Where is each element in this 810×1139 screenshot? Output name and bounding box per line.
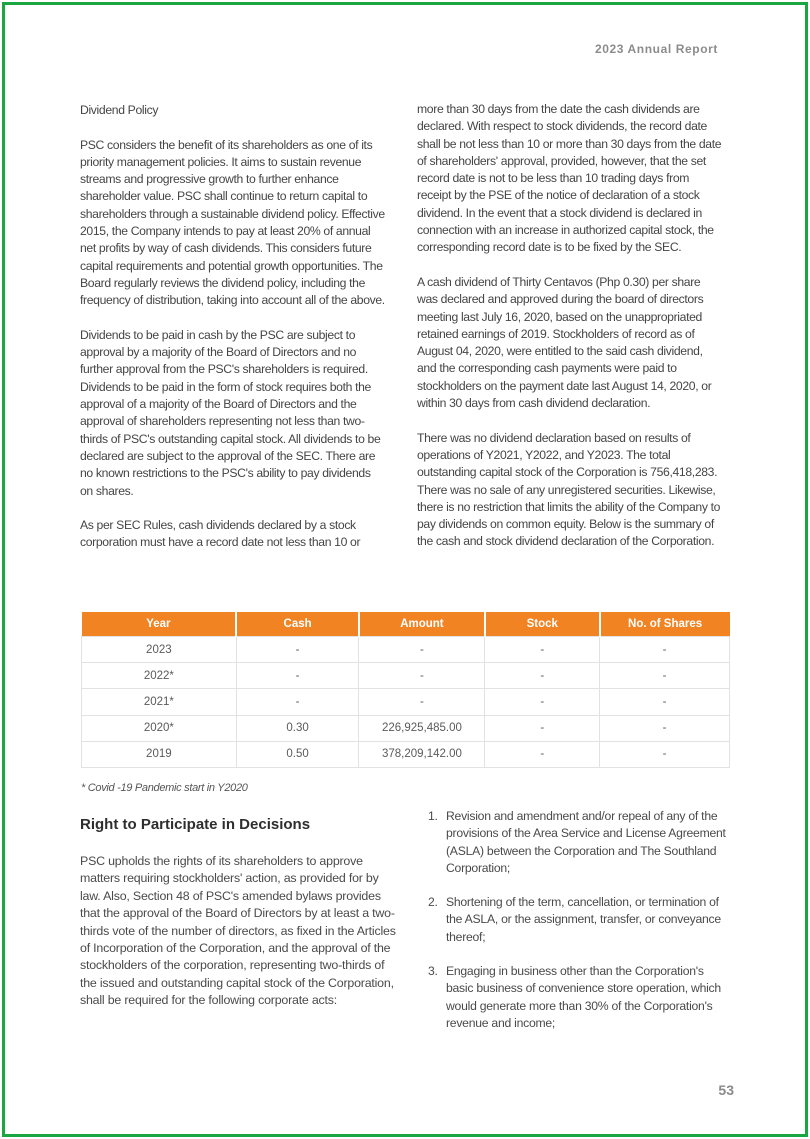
table-cell: - (600, 741, 730, 767)
table-cell: 2021* (82, 689, 237, 715)
table-cell: - (485, 741, 600, 767)
section-body: PSC upholds the rights of its shareholders to approve matters requiring stockholders' action, as provided for by law. Also, Section 48 of PSC's amended bylaws provides that the approval of the Board of Directors by at least a two-thirds vote of the number of directors, as fixed in the Articles of Incorporation of the Corporation, and the approval of the stockholders of the corporation, representing two-thirds of the issued and outstanding capital stock of the Corporation, shall be required for the following corporate acts: (80, 854, 396, 1008)
table-cell: - (600, 637, 730, 663)
table-cell: 2019 (82, 741, 237, 767)
list-item-number: 3. (428, 964, 438, 979)
list-item-number: 2. (428, 895, 438, 910)
table-row (82, 741, 730, 767)
table-cell: - (485, 663, 600, 689)
list-item-text: Revision and amendment and/or repeal of any of the provisions of the Area Service and License Agreement (ASLA) between the Corporation and The Southland Corporation; (446, 809, 726, 875)
table-cell: 2022* (82, 663, 237, 689)
table-cell: - (485, 715, 600, 741)
table-cell: - (236, 689, 359, 715)
table-row (82, 663, 730, 689)
dividend-policy-title: Dividend Policy (80, 103, 159, 117)
list-item (428, 963, 733, 1032)
section-title: Right to Participate in Decisions (80, 816, 311, 833)
report-header-title: 2023 Annual Report (594, 42, 718, 56)
table-cell: - (485, 637, 600, 663)
table-cell: 226,925,485.00 (359, 715, 485, 741)
column-header-cash: Cash (236, 612, 359, 637)
table-footnote: * Covid -19 Pandemic start in Y2020 (81, 782, 248, 794)
table-cell: - (236, 637, 359, 663)
column-header-year: Year (82, 612, 237, 637)
table-cell: - (600, 663, 730, 689)
dividend-paragraph: more than 30 days from the date the cash dividends are declared. With respect to stock dividends, the record date shall be not less than 10 or more than 30 days from the date of shareholders' approval, provided, however, that the set record date is not to be less than 10 trading days from receipt by the PSE of the notice of declaration of a stock dividend. In the event that a stock dividend is declared in connection with an increase in authorized capital stock, the corresponding record date is to be fixed by the SEC. (417, 102, 722, 255)
table-cell: 0.50 (236, 741, 359, 767)
column-header-stock: Stock (485, 612, 600, 637)
table-cell: 2020* (82, 715, 237, 741)
column-header-shares: No. of Shares (600, 612, 730, 637)
column-header-amount: Amount (359, 612, 485, 637)
dividend-policy-right-column (417, 101, 722, 568)
table-cell: - (600, 715, 730, 741)
table-cell: - (359, 637, 485, 663)
list-item-text: Engaging in business other than the Corporation's basic business of convenience store operation, which would generate more than 30% of the Corporation's revenue and income; (446, 964, 721, 1030)
table-cell: - (359, 689, 485, 715)
dividend-paragraph: Dividends to be paid in cash by the PSC are subject to approval by a majority of the Board of Directors and no further approval from the PSC's shareholders is required. Dividends to be paid in the form of stock requires both the approval of a majority of the Board of Directors and the approval of shareholders representing not less than two-thirds of PSC's outstanding capital stock. All dividends to be declared are subject to the approval of the SEC. There are no known restrictions to the PSC's ability to pay dividends on shares. (80, 327, 381, 498)
list-item-text: Shortening of the term, cancellation, or termination of the ASLA, or the assignment, transfer, or conveyance thereof; (446, 895, 721, 944)
list-item (428, 894, 733, 946)
dividend-policy-left-column (80, 102, 385, 569)
table-cell: - (359, 663, 485, 689)
page-number: 53 (718, 1082, 734, 1098)
list-item (428, 808, 733, 877)
table-cell: 2023 (82, 637, 237, 663)
table-row (82, 637, 730, 663)
dividend-paragraph: There was no dividend declaration based on results of operations of Y2021, Y2022, and Y2023. The total outstanding capital stock of the Corporation is 756,418,283. There was no sale of any unregistered securities. Likewise, there is no restriction that limits the ability of the Company to pay dividends on common equity. Below is the summary of the cash and stock dividend declaration of the Corporation. (417, 430, 721, 549)
table-cell: 0.30 (236, 715, 359, 741)
table-cell: - (236, 663, 359, 689)
table-cell: 378,209,142.00 (359, 741, 485, 767)
table-header-row (82, 612, 730, 637)
table-row (82, 689, 730, 715)
dividend-paragraph: A cash dividend of Thirty Centavos (Php 0.30) per share was declared and approved during the board of directors meeting last July 16, 2020, based on the unappropriated retained earnings of 2019. Stockholders of record as of August 04, 2020, were entitled to the said cash dividend, and the corresponding cash payments were paid to stockholders on the payment date last August 14, 2020, or within 30 days from cash dividend declaration. (417, 274, 712, 411)
table-cell: - (600, 689, 730, 715)
dividend-paragraph: As per SEC Rules, cash dividends declared by a stock corporation must have a record date not less than 10 or (80, 518, 361, 550)
table-cell: - (485, 689, 600, 715)
dividend-summary-table (81, 612, 730, 768)
dividend-paragraph: PSC considers the benefit of its shareholders as one of its priority management policies. It aims to sustain revenue streams and progressive growth to further enhance shareholder value. PSC shall continue to return capital to shareholders through a sustainable dividend policy. Effective 2015, the Company intends to pay at least 20% of annual net profits by way of cash dividends. This considers future capital requirements and potential growth opportunities. The Board regularly reviews the dividend policy, including the frequency of distribution, taking into account all of the above. (80, 137, 385, 308)
corporate-acts-list (428, 808, 733, 1049)
table-row (82, 715, 730, 741)
list-item-number: 1. (428, 809, 438, 823)
